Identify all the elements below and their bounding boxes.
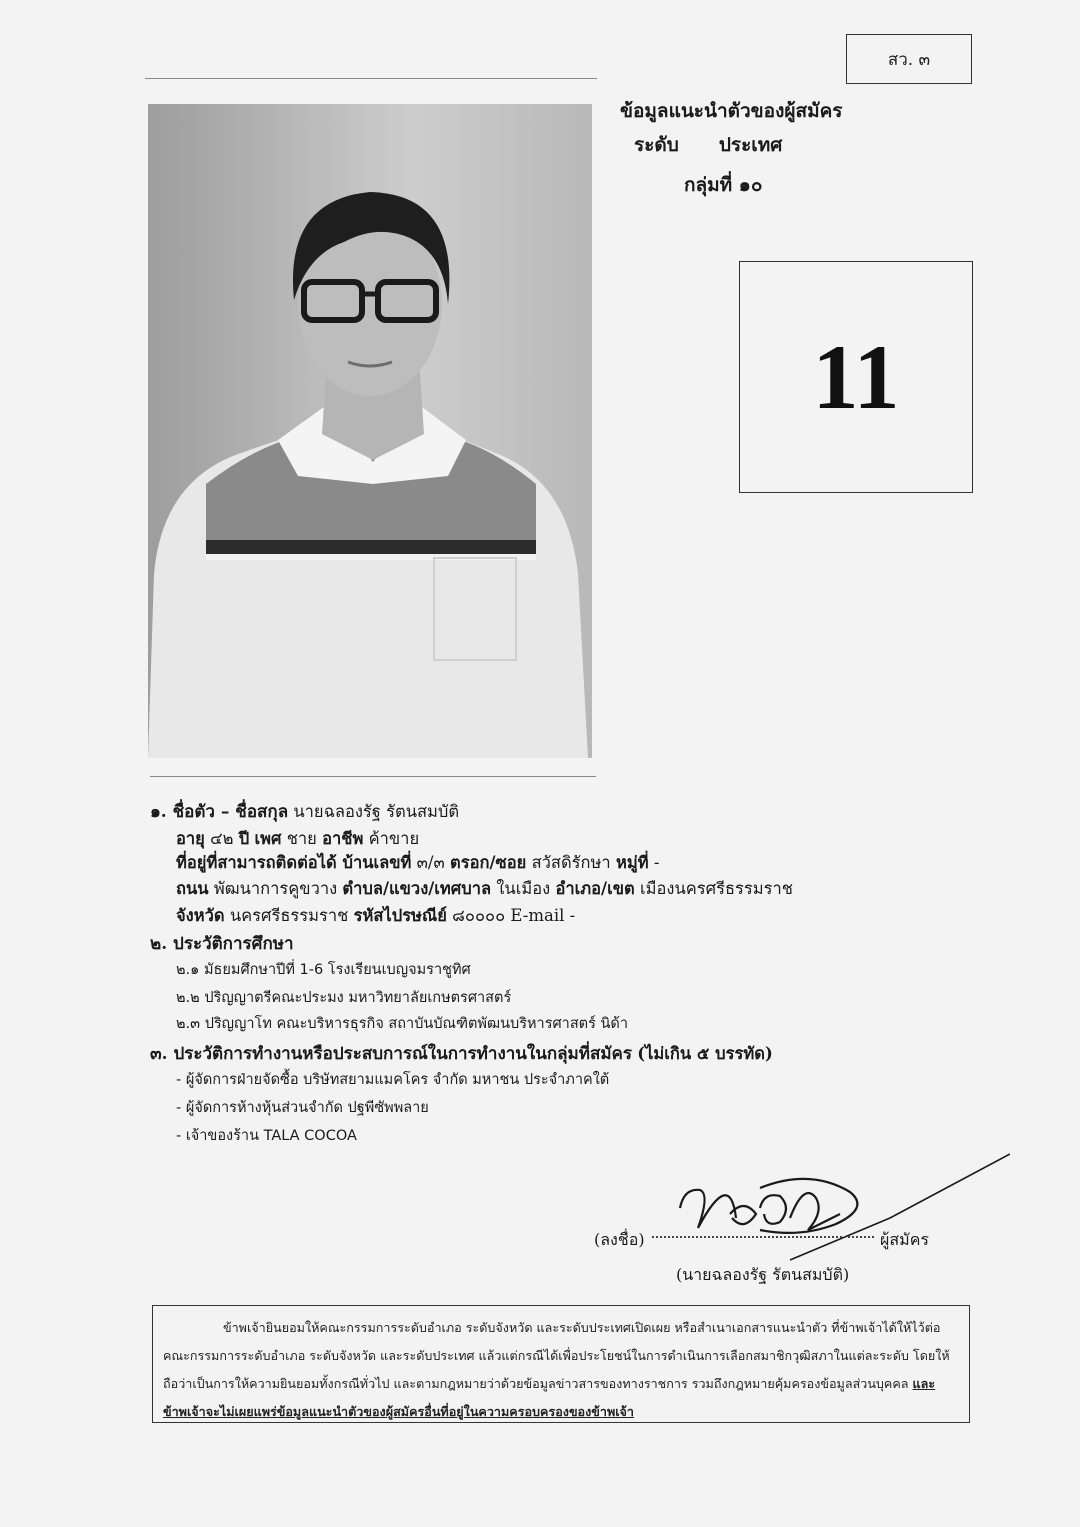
- consent-paragraph: [163, 1314, 959, 1426]
- signature-printed-name: (นายฉลองรัฐ รัตนสมบัติ): [676, 1265, 850, 1284]
- section1-age-line: [176, 826, 419, 852]
- occupation-value: ค้าขาย: [368, 829, 420, 848]
- moo-value: -: [653, 853, 660, 872]
- age-value: ๔๒: [210, 829, 234, 848]
- province-label: จังหวัด: [176, 906, 225, 925]
- sex-value: ชาย: [286, 829, 317, 848]
- level-line: [634, 130, 782, 160]
- form-code-box: [846, 34, 972, 84]
- education-item: ๒.๓ ปริญญาโท คณะบริหารธุรกิจ สถาบันบัณฑิตพัฒนบริหารศาสตร์ นิด้า: [176, 1016, 628, 1032]
- section3-note: (ไม่เกิน ๕ บรรทัด): [637, 1044, 773, 1063]
- work-item: - ผู้จัดการฝ่ายจัดซื้อ บริษัทสยามแมคโคร จำกัด มหาชน ประจำภาคใต้: [176, 1072, 610, 1088]
- postcode-value: ๘๐๐๐๐: [452, 906, 506, 925]
- occupation-label: อาชีพ: [322, 829, 364, 848]
- document-title: ข้อมูลแนะนำตัวของผู้สมัคร: [620, 100, 843, 122]
- candidate-portrait-illustration: [148, 104, 592, 758]
- subdistrict-value: ในเมือง: [496, 879, 551, 898]
- section1-name-line: [150, 798, 459, 825]
- candidate-name: นายฉลองรัฐ รัตนสมบัติ: [293, 802, 460, 821]
- group-number: กลุ่มที่ ๑๐: [684, 174, 763, 196]
- sex-label: เพศ: [254, 829, 282, 848]
- soi-label: ตรอก/ซอย: [450, 853, 527, 872]
- age-unit: ปี: [238, 829, 250, 848]
- signature-line: [652, 1236, 874, 1238]
- district-value: เมืองนครศรีธรรมราช: [639, 879, 793, 898]
- subdistrict-label: ตำบล/แขวง/เทศบาล: [342, 879, 492, 898]
- photo-top-border: [145, 78, 597, 79]
- consent-text: ข้าพเจ้ายินยอมให้คณะกรรมการระดับอำเภอ ระดับจังหวัด และระดับประเทศเปิดเผย หรือสำเนาเอกสารแนะนำตัว ที่ข้าพเจ้าได้ให้ไว้ต่อคณะกรรมการระดับอำเภอ ระดับจังหวัด และระดับประเทศ แล้วแต่กรณีได้เพื่อประโยชน์ในการดำเนินการเลือกสมาชิกวุฒิสภาในแต่ละระดับ โดยให้ถือว่าเป็นการให้ความยินยอมทั้งกรณีทั่วไป และตามกฎหมายว่าด้วยข้อมูลข่าวสารของทางราชการ รวมถึงกฎหมายคุ้มครองข้อมูลส่วนบุคคล: [163, 1320, 950, 1391]
- section1-heading: ๑. ชื่อตัว – ชื่อสกุล: [150, 802, 289, 822]
- email-label: E-mail: [510, 906, 565, 925]
- section3-heading-line: [150, 1040, 773, 1067]
- address-label: ที่อยู่ที่สามารถติดต่อได้ บ้านเลขที่: [176, 853, 412, 872]
- section1-address-line: [176, 850, 659, 876]
- email-value: -: [569, 906, 576, 925]
- district-label: อำเภอ/เขต: [555, 879, 635, 898]
- road-label: ถนน: [176, 879, 209, 898]
- consent-underlined-text: และข้าพเจ้าจะไม่เผยแพร่ข้อมูลแนะนำตัวของผู้สมัครอื่นที่อยู่ในความครอบครองของข้าพเจ้า: [163, 1376, 936, 1419]
- consent-box: [152, 1305, 970, 1423]
- section3-heading: ๓. ประวัติการทำงานหรือประสบการณ์ในการทำงานในกลุ่มที่สมัคร: [150, 1044, 633, 1064]
- candidate-number-box: [739, 261, 973, 493]
- education-item: ๒.๒ ปริญญาตรีคณะประมง มหาวิทยาลัยเกษตรศาสตร์: [176, 990, 512, 1006]
- section1-province-line: [176, 903, 575, 929]
- form-code: สว. ๓: [887, 49, 931, 70]
- house-number: ๓/๓: [416, 853, 445, 872]
- moo-label: หมู่ที่: [615, 853, 649, 872]
- photo-bottom-border: [150, 776, 596, 777]
- province-value: นครศรีธรรมราช: [229, 906, 349, 925]
- handwritten-signature: [640, 1148, 1010, 1278]
- level-value: ประเทศ: [718, 134, 783, 156]
- work-item: - เจ้าของร้าน TALA COCOA: [176, 1128, 357, 1144]
- section2-heading: ๒. ประวัติการศึกษา: [150, 934, 294, 954]
- level-label: ระดับ: [634, 134, 679, 156]
- education-item: ๒.๑ มัธยมศึกษาปีที่ 1-6 โรงเรียนเบญจมราชูทิศ: [176, 962, 471, 978]
- signature-role: ผู้สมัคร: [880, 1230, 929, 1249]
- postcode-label: รหัสไปรษณีย์: [353, 906, 447, 925]
- section1-road-line: [176, 876, 793, 902]
- signature-label: (ลงชื่อ): [594, 1230, 645, 1249]
- work-item: - ผู้จัดการห้างหุ้นส่วนจำกัด ปฐพีซัพพลาย: [176, 1100, 429, 1116]
- road-value: พัฒนาการคูขวาง: [213, 879, 338, 898]
- soi-value: สวัสดิรักษา: [531, 853, 611, 872]
- candidate-number: 11: [812, 326, 900, 428]
- age-label: อายุ: [176, 829, 205, 848]
- candidate-photo: [148, 104, 592, 758]
